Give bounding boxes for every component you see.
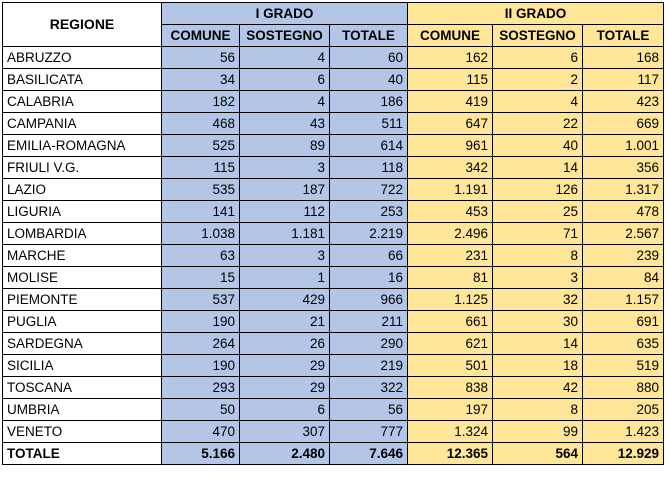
- cell-comune-ii: 647: [408, 113, 493, 135]
- cell-totale-i: 16: [330, 267, 408, 289]
- cell-sostegno-ii: 99: [493, 421, 583, 443]
- region-name: LAZIO: [3, 179, 162, 201]
- cell-comune-i: 525: [162, 135, 240, 157]
- cell-comune-i: 141: [162, 201, 240, 223]
- cell-sostegno-i: 3: [240, 157, 330, 179]
- region-name: MARCHE: [3, 245, 162, 267]
- cell-comune-i: 115: [162, 157, 240, 179]
- table-row: [3, 135, 664, 157]
- group-header-i-grado: I GRADO: [162, 3, 408, 25]
- table-row: [3, 91, 664, 113]
- column-header-comune-ii: COMUNE: [408, 25, 493, 47]
- cell-comune-ii: 501: [408, 355, 493, 377]
- cell-sostegno-i: 112: [240, 201, 330, 223]
- region-name: PIEMONTE: [3, 289, 162, 311]
- cell-totale-ii: 84: [583, 267, 664, 289]
- cell-totale-i: 211: [330, 311, 408, 333]
- cell-comune-ii: 621: [408, 333, 493, 355]
- region-name: SARDEGNA: [3, 333, 162, 355]
- cell-comune-ii: 661: [408, 311, 493, 333]
- cell-totale-ii: 423: [583, 91, 664, 113]
- cell-totale-i: 186: [330, 91, 408, 113]
- region-name: SICILIA: [3, 355, 162, 377]
- cell-totale-i: 777: [330, 421, 408, 443]
- total-label: TOTALE: [3, 443, 162, 465]
- cell-sostegno-i: 4: [240, 47, 330, 69]
- cell-comune-ii: 1.125: [408, 289, 493, 311]
- table-row: [3, 113, 664, 135]
- cell-totale-ii: 635: [583, 333, 664, 355]
- table-row: [3, 245, 664, 267]
- column-header-sostegno-i: SOSTEGNO: [240, 25, 330, 47]
- regional-data-table: [2, 2, 664, 465]
- cell-totale-i: 614: [330, 135, 408, 157]
- cell-sostegno-i: 307: [240, 421, 330, 443]
- cell-sostegno-ii: 2: [493, 69, 583, 91]
- table-row: [3, 47, 664, 69]
- cell-comune-ii: 453: [408, 201, 493, 223]
- cell-comune-i: 190: [162, 311, 240, 333]
- region-name: EMILIA-ROMAGNA: [3, 135, 162, 157]
- cell-sostegno-i: 4: [240, 91, 330, 113]
- cell-totale-ii: 1.157: [583, 289, 664, 311]
- cell-totale-ii: 2.567: [583, 223, 664, 245]
- cell-comune-ii: 838: [408, 377, 493, 399]
- region-name: CALABRIA: [3, 91, 162, 113]
- cell-sostegno-i: 26: [240, 333, 330, 355]
- cell-sostegno-ii: 8: [493, 399, 583, 421]
- region-name: PUGLIA: [3, 311, 162, 333]
- cell-sostegno-ii: 22: [493, 113, 583, 135]
- cell-sostegno-i: 29: [240, 377, 330, 399]
- cell-totale-ii: 691: [583, 311, 664, 333]
- cell-totale-ii: 880: [583, 377, 664, 399]
- cell-comune-i: 5.166: [162, 443, 240, 465]
- cell-sostegno-i: 43: [240, 113, 330, 135]
- cell-comune-i: 468: [162, 113, 240, 135]
- cell-totale-ii: 1.317: [583, 179, 664, 201]
- cell-comune-ii: 2.496: [408, 223, 493, 245]
- cell-comune-ii: 1.191: [408, 179, 493, 201]
- column-header-regione: REGIONE: [3, 3, 162, 47]
- cell-sostegno-i: 6: [240, 69, 330, 91]
- cell-comune-i: 264: [162, 333, 240, 355]
- cell-totale-ii: 356: [583, 157, 664, 179]
- table-row: [3, 267, 664, 289]
- table-row: [3, 311, 664, 333]
- cell-totale-i: 118: [330, 157, 408, 179]
- cell-comune-ii: 81: [408, 267, 493, 289]
- cell-comune-i: 182: [162, 91, 240, 113]
- region-name: FRIULI V.G.: [3, 157, 162, 179]
- cell-sostegno-i: 89: [240, 135, 330, 157]
- cell-comune-i: 470: [162, 421, 240, 443]
- table-row: [3, 179, 664, 201]
- cell-totale-i: 2.219: [330, 223, 408, 245]
- cell-sostegno-ii: 564: [493, 443, 583, 465]
- cell-totale-ii: 117: [583, 69, 664, 91]
- cell-comune-ii: 162: [408, 47, 493, 69]
- cell-sostegno-ii: 71: [493, 223, 583, 245]
- column-header-totale-i: TOTALE: [330, 25, 408, 47]
- cell-totale-ii: 12.929: [583, 443, 664, 465]
- cell-sostegno-ii: 32: [493, 289, 583, 311]
- cell-sostegno-ii: 18: [493, 355, 583, 377]
- cell-totale-ii: 478: [583, 201, 664, 223]
- cell-totale-i: 722: [330, 179, 408, 201]
- table-row: [3, 421, 664, 443]
- table-row: [3, 333, 664, 355]
- cell-comune-ii: 197: [408, 399, 493, 421]
- table-body: [3, 47, 664, 465]
- cell-comune-i: 15: [162, 267, 240, 289]
- cell-sostegno-ii: 4: [493, 91, 583, 113]
- cell-totale-i: 322: [330, 377, 408, 399]
- cell-comune-i: 190: [162, 355, 240, 377]
- table-row: [3, 201, 664, 223]
- cell-totale-i: 290: [330, 333, 408, 355]
- cell-sostegno-ii: 14: [493, 333, 583, 355]
- cell-sostegno-i: 3: [240, 245, 330, 267]
- group-header-ii-grado: II GRADO: [408, 3, 664, 25]
- cell-comune-i: 34: [162, 69, 240, 91]
- cell-sostegno-i: 1: [240, 267, 330, 289]
- cell-sostegno-ii: 8: [493, 245, 583, 267]
- cell-totale-i: 40: [330, 69, 408, 91]
- cell-comune-i: 293: [162, 377, 240, 399]
- column-header-totale-ii: TOTALE: [583, 25, 664, 47]
- region-name: ABRUZZO: [3, 47, 162, 69]
- cell-totale-i: 966: [330, 289, 408, 311]
- table-row: [3, 355, 664, 377]
- cell-totale-ii: 669: [583, 113, 664, 135]
- cell-comune-i: 63: [162, 245, 240, 267]
- cell-sostegno-i: 429: [240, 289, 330, 311]
- cell-comune-ii: 115: [408, 69, 493, 91]
- cell-comune-i: 56: [162, 47, 240, 69]
- cell-totale-ii: 239: [583, 245, 664, 267]
- cell-totale-i: 56: [330, 399, 408, 421]
- cell-totale-i: 7.646: [330, 443, 408, 465]
- cell-sostegno-ii: 3: [493, 267, 583, 289]
- cell-totale-i: 511: [330, 113, 408, 135]
- cell-comune-ii: 342: [408, 157, 493, 179]
- table-row: [3, 69, 664, 91]
- region-name: LOMBARDIA: [3, 223, 162, 245]
- table-row: [3, 223, 664, 245]
- cell-totale-ii: 519: [583, 355, 664, 377]
- cell-comune-ii: 1.324: [408, 421, 493, 443]
- region-name: VENETO: [3, 421, 162, 443]
- cell-sostegno-i: 187: [240, 179, 330, 201]
- table-row: [3, 399, 664, 421]
- cell-comune-i: 537: [162, 289, 240, 311]
- region-name: BASILICATA: [3, 69, 162, 91]
- cell-sostegno-ii: 126: [493, 179, 583, 201]
- cell-comune-ii: 12.365: [408, 443, 493, 465]
- cell-comune-i: 50: [162, 399, 240, 421]
- cell-sostegno-i: 6: [240, 399, 330, 421]
- cell-totale-ii: 205: [583, 399, 664, 421]
- cell-totale-ii: 168: [583, 47, 664, 69]
- region-name: LIGURIA: [3, 201, 162, 223]
- region-name: CAMPANIA: [3, 113, 162, 135]
- table-row: [3, 157, 664, 179]
- cell-sostegno-ii: 40: [493, 135, 583, 157]
- cell-comune-i: 535: [162, 179, 240, 201]
- cell-sostegno-i: 29: [240, 355, 330, 377]
- cell-sostegno-ii: 6: [493, 47, 583, 69]
- cell-comune-ii: 419: [408, 91, 493, 113]
- cell-sostegno-ii: 30: [493, 311, 583, 333]
- total-row: [3, 443, 664, 465]
- cell-totale-i: 253: [330, 201, 408, 223]
- cell-sostegno-i: 2.480: [240, 443, 330, 465]
- table-row: [3, 377, 664, 399]
- cell-sostegno-ii: 25: [493, 201, 583, 223]
- cell-sostegno-ii: 14: [493, 157, 583, 179]
- cell-totale-i: 219: [330, 355, 408, 377]
- cell-totale-i: 66: [330, 245, 408, 267]
- region-name: MOLISE: [3, 267, 162, 289]
- cell-totale-ii: 1.001: [583, 135, 664, 157]
- cell-sostegno-i: 21: [240, 311, 330, 333]
- region-name: UMBRIA: [3, 399, 162, 421]
- cell-totale-i: 60: [330, 47, 408, 69]
- table-row: [3, 289, 664, 311]
- cell-comune-ii: 231: [408, 245, 493, 267]
- cell-totale-ii: 1.423: [583, 421, 664, 443]
- region-name: TOSCANA: [3, 377, 162, 399]
- cell-comune-ii: 961: [408, 135, 493, 157]
- column-header-comune-i: COMUNE: [162, 25, 240, 47]
- cell-sostegno-i: 1.181: [240, 223, 330, 245]
- column-header-sostegno-ii: SOSTEGNO: [493, 25, 583, 47]
- cell-sostegno-ii: 42: [493, 377, 583, 399]
- cell-comune-i: 1.038: [162, 223, 240, 245]
